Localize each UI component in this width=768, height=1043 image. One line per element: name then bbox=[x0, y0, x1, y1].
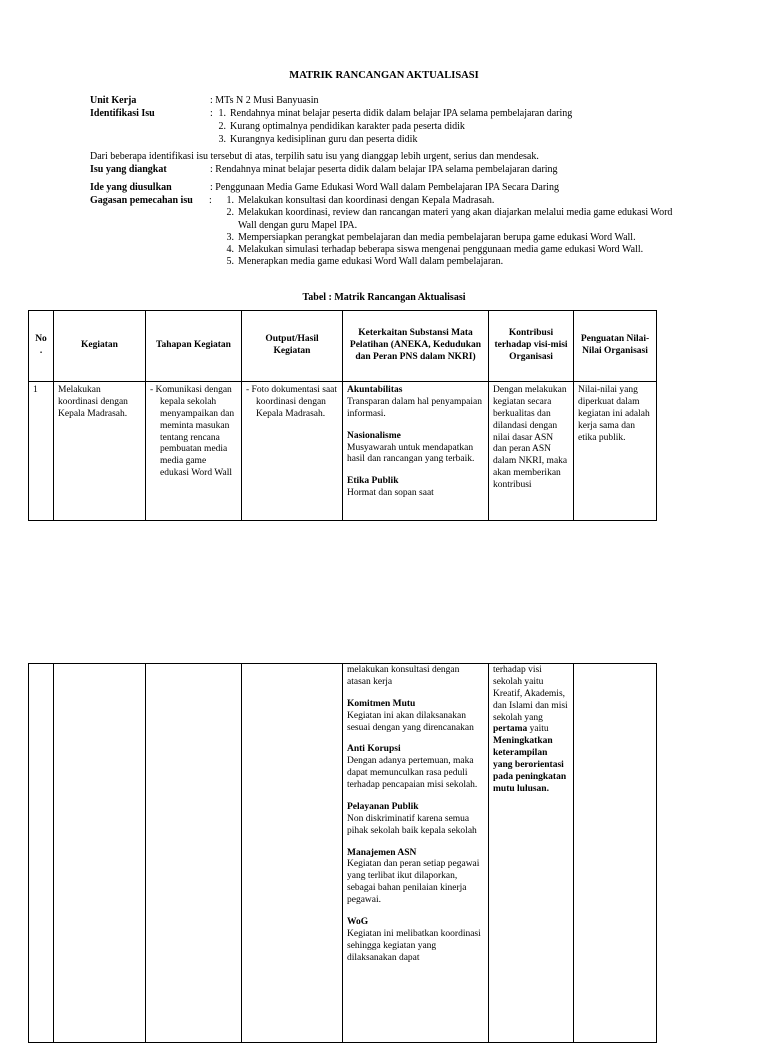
gagasan-number: 4. bbox=[226, 244, 234, 255]
nilai-body: Kegiatan ini melibatkan koordinasi sehingga kegiatan yang dilaksanakan dapat bbox=[347, 928, 481, 963]
header-kontribusi: Kontribusi terhadap visi-misi Organisasi bbox=[489, 311, 574, 382]
nilai-body: Kegiatan ini akan dilaksanakan sesuai dengan yang direncanakan bbox=[347, 710, 474, 733]
isu-text: Kurang optimalnya pendidikan karakter pada peserta didik bbox=[230, 121, 465, 132]
cell-kegiatan bbox=[54, 664, 146, 1043]
identifikasi-colon: : bbox=[210, 108, 213, 119]
gagasan-number: 3. bbox=[226, 232, 234, 243]
kontribusi-text: terhadap visi sekolah yaitu Kreatif, Akademis, dan Islami dan misi sekolah yang bbox=[493, 665, 568, 723]
cell-output bbox=[242, 382, 343, 521]
header-kegiatan: Kegiatan bbox=[54, 311, 146, 382]
gagasan-number: 5. bbox=[226, 256, 234, 267]
kontribusi-text: yaitu bbox=[527, 724, 549, 735]
header-output: Output/Hasil Kegiatan bbox=[242, 311, 343, 382]
nilai-body: Kegiatan dan peran setiap pegawai yang terlibat ikut dilaporkan, sebagai bahan penilaian kinerja pegawai. bbox=[347, 859, 480, 905]
nilai-heading: Nasionalisme bbox=[347, 430, 401, 441]
nilai-heading: WoG bbox=[347, 916, 369, 927]
unit-kerja-row bbox=[90, 95, 690, 108]
cell-output bbox=[242, 664, 343, 1043]
matrix-table bbox=[28, 310, 657, 521]
cell-kegiatan: Melakukan koordinasi dengan Kepala Madrasah. bbox=[54, 382, 146, 521]
cell-penguatan bbox=[574, 664, 657, 1043]
kontribusi-emphasis: pertama bbox=[493, 724, 528, 735]
nilai-body: Hormat dan sopan saat bbox=[347, 488, 434, 499]
gagasan-colon: : bbox=[209, 195, 212, 206]
cell-keterkaitan bbox=[343, 664, 489, 1043]
isu-diangkat-row bbox=[90, 164, 690, 177]
cell-tahapan bbox=[146, 664, 242, 1043]
cell-keterkaitan bbox=[343, 382, 489, 521]
gagasan-text: Menerapkan media game edukasi Word Wall dalam pembelajaran. bbox=[238, 256, 504, 267]
nilai-heading: Pelayanan Publik bbox=[347, 801, 419, 812]
gagasan-text: Mempersiapkan perangkat pembelajaran dan media pembelajaran berupa game edukasi Word Wall. bbox=[238, 232, 636, 243]
header-penguatan: Penguatan Nilai-Nilai Organisasi bbox=[574, 311, 657, 382]
unit-kerja-value: : MTs N 2 Musi Banyuasin bbox=[210, 95, 319, 106]
gagasan-number: 1. bbox=[226, 195, 234, 206]
header-keterkaitan: Keterkaitan Substansi Mata Pelatihan (ANEKA, Kedudukan dan Peran PNS dalam NKRI) bbox=[343, 311, 489, 382]
table-row bbox=[29, 382, 657, 521]
nilai-body: Transparan dalam hal penyampaian informasi. bbox=[347, 396, 482, 419]
nilai-heading: Manajemen ASN bbox=[347, 847, 417, 858]
table-header-row bbox=[29, 311, 657, 382]
isu-number: 3. bbox=[218, 134, 226, 145]
gagasan-number: 2. bbox=[226, 207, 234, 218]
cell-tahapan bbox=[146, 382, 242, 521]
unit-kerja-label: Unit Kerja bbox=[90, 95, 137, 106]
cell-kontribusi bbox=[489, 664, 574, 1043]
isu-diangkat-label: Isu yang diangkat bbox=[90, 164, 167, 175]
isu-text: Rendahnya minat belajar peserta didik dalam belajar IPA selama pembelajaran daring bbox=[230, 108, 573, 119]
ide-row bbox=[90, 182, 690, 195]
cell-no bbox=[29, 664, 54, 1043]
header-no: No . bbox=[29, 311, 54, 382]
selection-text: Dari beberapa identifikasi isu tersebut di atas, terpilih satu isu yang dianggap lebih urgent, serius dan mendesak. bbox=[90, 151, 539, 162]
identifikasi-label: Identifikasi Isu bbox=[90, 108, 155, 119]
isu-number: 2. bbox=[218, 121, 226, 132]
ide-label: Ide yang diusulkan bbox=[90, 182, 172, 193]
gagasan-text: Melakukan konsultasi dan koordinasi dengan Kepala Madrasah. bbox=[238, 195, 495, 206]
output-item: - Foto dokumentasi saat koordinasi dengan Kepala Madrasah. bbox=[246, 385, 338, 419]
cell-no: 1 bbox=[29, 382, 54, 521]
header-tahapan: Tahapan Kegiatan bbox=[146, 311, 242, 382]
isu-text: Kurangnya kedisiplinan guru dan peserta didik bbox=[230, 134, 418, 145]
nilai-body: Dengan adanya pertemuan, maka dapat memunculkan rasa peduli terhadap pencapaian misi sekolah. bbox=[347, 756, 478, 790]
nilai-body: melakukan konsultasi dengan atasan kerja bbox=[347, 665, 460, 687]
table-row bbox=[29, 664, 657, 1043]
isu-diangkat-value: : Rendahnya minat belajar peserta didik dalam belajar IPA selama pembelajaran daring bbox=[210, 164, 558, 175]
isu-number: 1. bbox=[218, 108, 226, 119]
nilai-heading: Etika Publik bbox=[347, 476, 399, 487]
ide-value: : Penggunaan Media Game Edukasi Word Wall dalam Pembelajaran IPA Secara Daring bbox=[210, 182, 559, 193]
nilai-body: Musyawarah untuk mendapatkan hasil dan rancangan yang terbaik. bbox=[347, 442, 475, 465]
nilai-heading: Komitmen Mutu bbox=[347, 698, 416, 709]
nilai-heading: Akuntabilitas bbox=[347, 385, 403, 395]
nilai-heading: Anti Korupsi bbox=[347, 744, 401, 755]
tahapan-item: - Komunikasi dengan kepala sekolah menyampaikan dan meminta masukan tentang rencana pembuatan media media game edukasi Word Wall bbox=[150, 385, 235, 479]
gagasan-label: Gagasan pemecahan isu bbox=[90, 195, 193, 206]
gagasan-text: Melakukan simulasi terhadap beberapa siswa mengenai penggunaan media game edukasi Word Wall. bbox=[238, 244, 644, 255]
nilai-body: Non diskriminatif karena semua pihak sekolah baik kepala sekolah bbox=[347, 813, 477, 836]
document-title: MATRIK RANCANGAN AKTUALISASI bbox=[289, 70, 479, 81]
gagasan-text: Melakukan koordinasi, review dan rancangan materi yang akan diajarkan melalui media game edukasi Word Wall dengan guru Mapel IPA. bbox=[238, 207, 673, 231]
cell-penguatan: Nilai-nilai yang diperkuat dalam kegiatan ini adalah kerja sama dan etika publik. bbox=[574, 382, 657, 521]
table-caption: Tabel : Matrik Rancangan Aktualisasi bbox=[302, 292, 466, 303]
cell-kontribusi: Dengan melakukan kegiatan secara berkualitas dan dilandasi dengan nilai dasar ASN dan peran ASN dalam NKRI, maka akan memberikan kontribusi bbox=[489, 382, 574, 521]
kontribusi-emphasis: Meningkatkan keterampilan yang berorientasi pada peningkatan mutu lulusan. bbox=[493, 736, 567, 794]
matrix-table-continued bbox=[28, 663, 657, 1043]
